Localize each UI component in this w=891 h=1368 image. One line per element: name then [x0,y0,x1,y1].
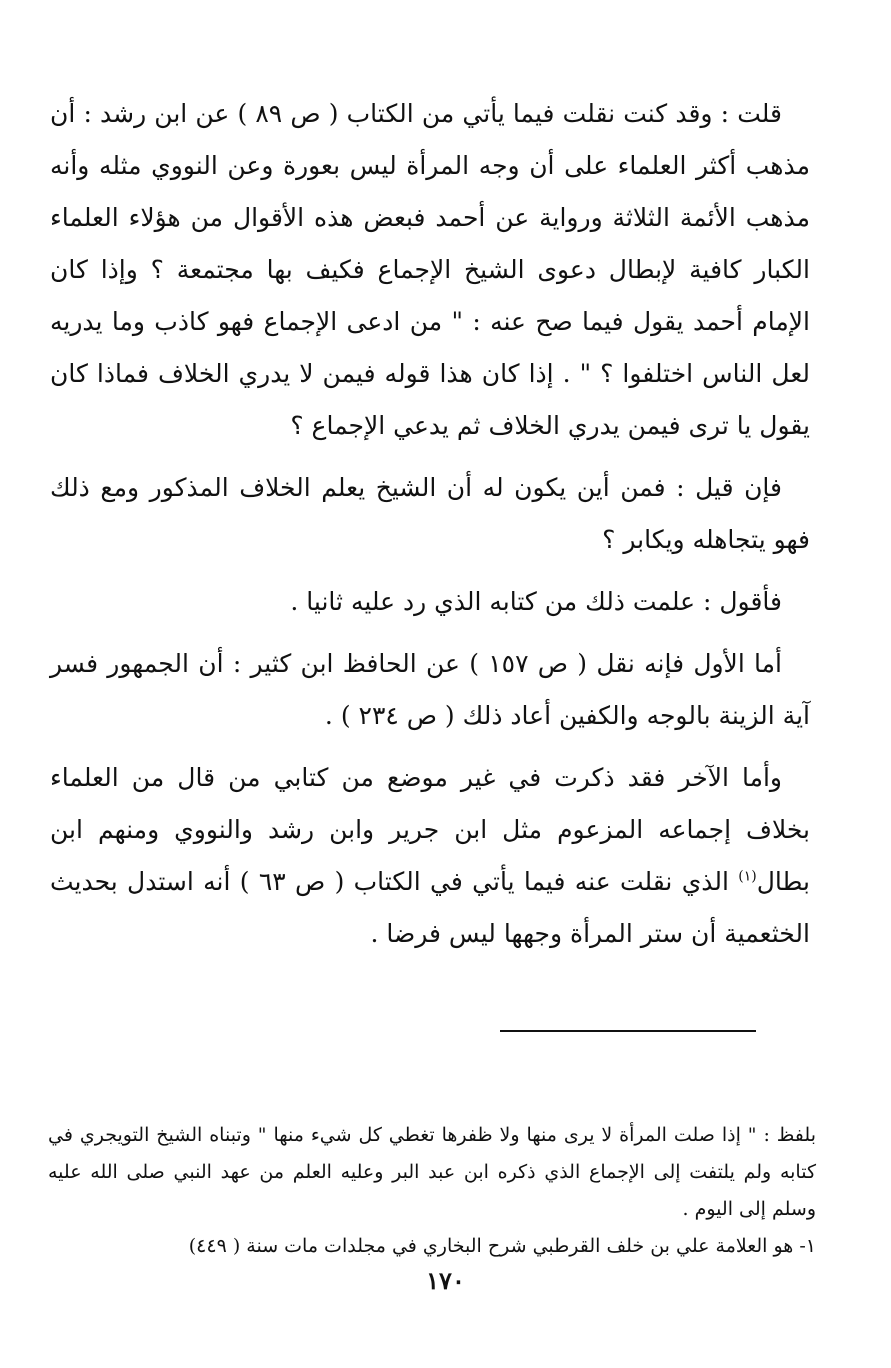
paragraph-1: قلت : وقد كنت نقلت فيما يأتي من الكتاب ( ص ٨٩ ) عن ابن رشد : أن مذهب أكثر العلماء على أن وجه المرأة ليس بعورة وعن النووي مثله وأنه مذهب الأئمة الثلاثة ورواية عن أحمد فبعض هذه الأقوال من هؤلاء العلماء الكبار كافية لإبطال دعوى الشيخ الإجماع فكيف بها مجتمعة ؟ وإذا كان الإمام أحمد يقول فيما صح عنه : " من ادعى الإجماع فهو كاذب وما يدريه لعل الناس اختلفوا ؟ " . إذا كان هذا قوله فيمن لا يدري الخلاف فماذا كان يقول يا ترى فيمن يدري الخلاف ثم يدعي الإجماع ؟ [50,99,810,440]
paragraph-2: فإن قيل : فمن أين يكون له أن الشيخ يعلم الخلاف المذكور ومع ذلك فهو يتجاهله ويكابر ؟ [50,473,810,554]
page-number: ١٧٠ [426,1266,465,1295]
footnote-1: ١- هو العلامة علي بن خلف القرطبي شرح البخاري في مجلدات مات سنة ( ٤٤٩) [188,1235,816,1257]
paragraph-5 [50,752,810,960]
footnotes-area [48,1117,816,1265]
main-text-body [50,88,810,970]
footnote-continuation: بلفظ : " إذا صلت المرأة لا يرى منها ولا ظفرها تغطي كل شيء منها " وتبناه الشيخ التويجري في كتابه ولم يلتفت إلى الإجماع الذي ذكره ابن عبد البر وعليه العلم من عهد النبي صلى الله عليه وسلم إلى اليوم . [48,1124,816,1220]
paragraph-5-text-b: الذي نقلت عنه فيما يأتي في الكتاب ( ص ٦٣ ) أنه استدل بحديث الخثعمية أن ستر المرأة وجهها ليس فرضا . [50,867,810,948]
footnote-separator-line [500,1030,756,1032]
paragraph-5-text-a: وأما الآخر فقد ذكرت في غير موضع من كتابي من قال من العلماء بخلاف إجماعه المزعوم مثل ابن جرير وابن رشد والنووي ومنهم ابن بطال [50,763,810,896]
footnote-reference-1: (١) [738,868,757,885]
paragraph-4: أما الأول فإنه نقل ( ص ١٥٧ ) عن الحافظ ابن كثير : أن الجمهور فسر آية الزينة بالوجه والكفين أعاد ذلك ( ص ٢٣٤ ) . [50,649,810,730]
paragraph-3: فأقول : علمت ذلك من كتابه الذي رد عليه ثانيا . [290,587,782,616]
